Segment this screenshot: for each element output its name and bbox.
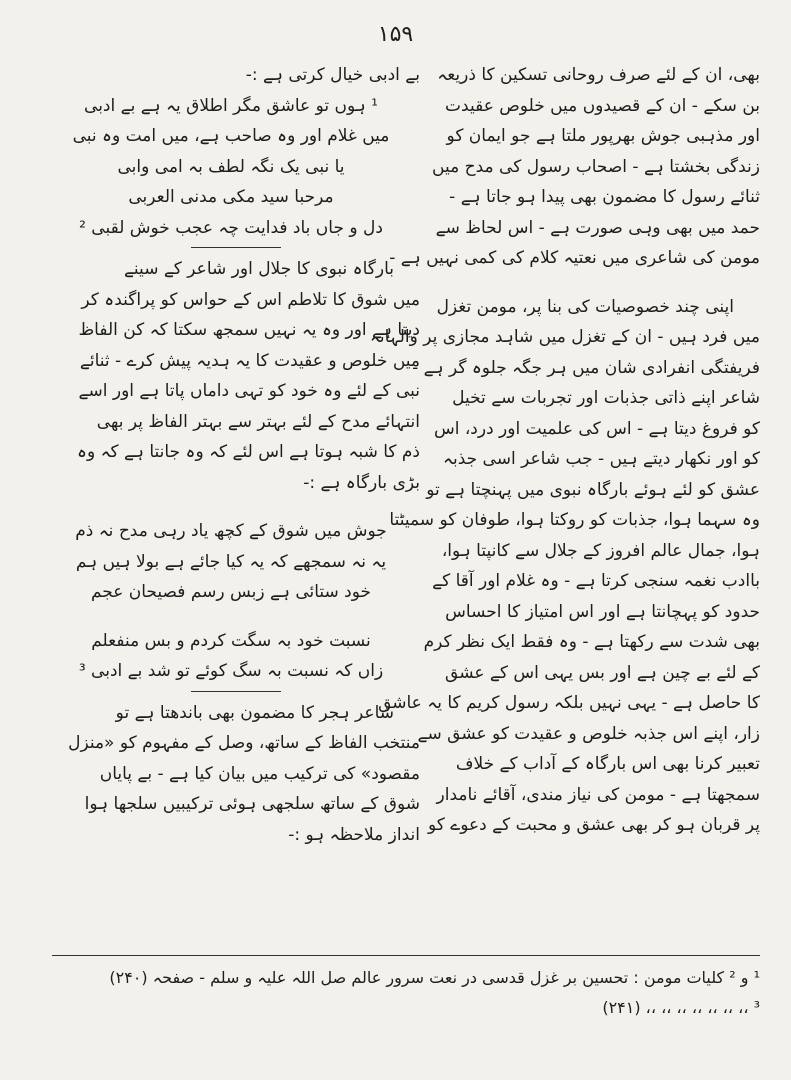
separator-rule: [191, 247, 281, 248]
text-line: کا حاصل ہے - یہی نہیں بلکہ رسول کریم کا یہ عاشق: [378, 693, 760, 713]
text-line: کے لئے بے چین ہے اور بس یہی اس کے عشق: [445, 662, 760, 683]
text-line: باادب نغمہ سنجی کرتا ہے - وہ غلام اور آقا کے: [432, 571, 760, 591]
footnote: ¹ و ² کلیات مومن : تحسین بر غزل قدسی در نعت سرور عالم صل اللہ علیہ و سلم - صفحہ (۲۴۰): [109, 968, 760, 987]
text-line: زار، اپنے اس جذبہ خلوص و عقیدت کو عشق سے: [417, 723, 760, 744]
verse-line: ¹ ہوں تو عاشق مگر اطلاق یہ ہے بے ادبی: [84, 95, 378, 116]
text-line: شاعر اپنے ذاتی جذبات اور تجربات سے تخیل: [452, 388, 760, 408]
text-line: بارگاہ نبوی کا جلال اور شاعر کے سینے: [123, 259, 394, 279]
footnote: ³ ،، ،، ،، ،، ،، ،، ،، (۲۴۱): [602, 998, 760, 1017]
verse-line: خود ستائی ہے زبس رسم فصیحان عجم: [90, 582, 372, 602]
text-line: مومن کی شاعری میں نعتیہ کلام کی کمی نہیں ہے -: [389, 248, 760, 268]
text-line: اور مذہبی جوش بھرپور ملتا ہے جو ایمان کو: [446, 126, 760, 146]
text-line: حدود کو پہچانتا ہے اور اس امتیاز کا احساس: [445, 601, 760, 622]
text-line: شوق کے ساتھ سلجھی ہوئی ترکیبیں سلجھا ہوا: [84, 794, 420, 814]
text-line: حمد میں بھی وہی صورت ہے - اس لحاظ سے: [435, 217, 760, 238]
verse-line: مرحبا سید مکی مدنی العربی: [128, 187, 334, 207]
text-line: شاعر ہجر کا مضمون بھی باندھتا ہے تو: [115, 702, 394, 723]
text-line: فریفتگی انفرادی شان میں ہر جگہ جلوہ گر ہے -: [412, 357, 760, 378]
separator-rule: [191, 691, 281, 692]
verse-line: جوش میں شوق کے کچھ یاد رہی مدح نہ ذم: [75, 521, 387, 541]
text-line: بھی، ان کے لئے صرف روحانی تسکین کا ذریعہ: [437, 65, 760, 85]
text-line: زندگی بخشتا ہے - اصحاب رسول کی مدح میں: [432, 156, 760, 177]
footnote-rule: [52, 955, 760, 956]
text-line: بن سکے - ان کے قصیدوں میں خلوص عقیدت: [445, 95, 760, 116]
text-line: ہوا، جمال عالم افروز کے جلال سے کانپتا ہوا،: [441, 540, 760, 561]
text-line: تعبیر کرنا بھی اس بارگاہ کے آداب کے خلاف: [455, 754, 760, 774]
left-column: [52, 60, 420, 850]
text-line: میں شوق کا تلاطم اس کے حواس کو پراگندہ کر: [81, 289, 420, 310]
text-line: بے ادبی خیال کرتی ہے :-: [245, 65, 420, 85]
text-line: کو فروغ دیتا ہے - اس کی علمیت اور درد، اس: [433, 418, 760, 439]
text-line: انداز ملاحظہ ہو :-: [288, 824, 420, 845]
text-line: کو اور نکھار دیتے ہیں - جب شاعر اسی جذبہ: [443, 449, 760, 469]
footnotes: [60, 963, 760, 1023]
text-line: بھی شدت سے رکھتا ہے - وہ فقط ایک نظر کرم: [423, 632, 760, 652]
text-line: نبی کے لئے وہ خود کو تہی داماں پاتا ہے اور اسے: [78, 381, 420, 401]
text-line: عشق کو لئے ہوئے بارگاہ نبوی میں پہنچتا ہے تو: [426, 479, 760, 500]
page-number: ۱۵۹: [377, 22, 414, 47]
verse-line: میں غلام اور وہ صاحب ہے، میں امت وہ نبی: [72, 126, 390, 146]
text-line: بڑی بارگاہ ہے :-: [303, 472, 420, 493]
verse-line: دل و جاں باد فدایت چہ عجب خوش لقبی ²: [79, 217, 383, 238]
verse-line: نسبت خود بہ سگت کردم و بس منفعلم: [91, 630, 371, 651]
text-line: اپنی چند خصوصیات کی بنا پر، مومن تغزل: [436, 296, 734, 317]
verse-line: یا نبی یک نگہ لطف بہ امی وابی: [117, 156, 345, 177]
text-line: ثنائے رسول کا مضمون بھی پیدا ہو جاتا ہے -: [449, 187, 760, 207]
text-line: سمجھتا ہے - مومن کی نیاز مندی، آقائے نامدار: [436, 784, 760, 805]
right-column: [369, 60, 760, 841]
text-line: منتخب الفاظ کے ساتھ، وصل کے مفہوم کو «منزل: [68, 733, 420, 753]
text-line: پر قربان ہو کر بھی عشق و محبت کے دعوے کو: [428, 815, 760, 835]
verse-line: زاں کہ نسبت بہ سگ کوئے تو شد بے ادبی ³: [78, 661, 384, 681]
text-line: ذم کا شبہ ہوتا ہے اس لئے کہ وہ جانتا ہے کہ وہ: [77, 442, 420, 462]
text-line: وہ سہما ہوا، جذبات کو روکتا ہوا، طوفان کو سمیٹتا: [389, 510, 760, 530]
text-line: میں فرد ہیں - ان کے تغزل میں شاہد مجازی پر والہانہ: [369, 327, 760, 347]
text-line: انتہائے مدح کے لئے بہتر سے بہتر الفاظ پر بھی: [96, 411, 420, 432]
text-line: دیتا ہے اور وہ یہ نہیں سمجھ سکتا کہ کن الفاظ: [78, 320, 420, 340]
text-line: مقصود» کی ترکیب میں بیان کیا ہے - بے پایاں: [99, 763, 420, 784]
text-line: میں خلوص و عقیدت کا یہ ہدیہ پیش کرے - ثنائے: [79, 350, 420, 371]
verse-line: یہ نہ سمجھے کہ یہ کیا جائے ہے بولا ہیں ہم: [75, 551, 387, 572]
